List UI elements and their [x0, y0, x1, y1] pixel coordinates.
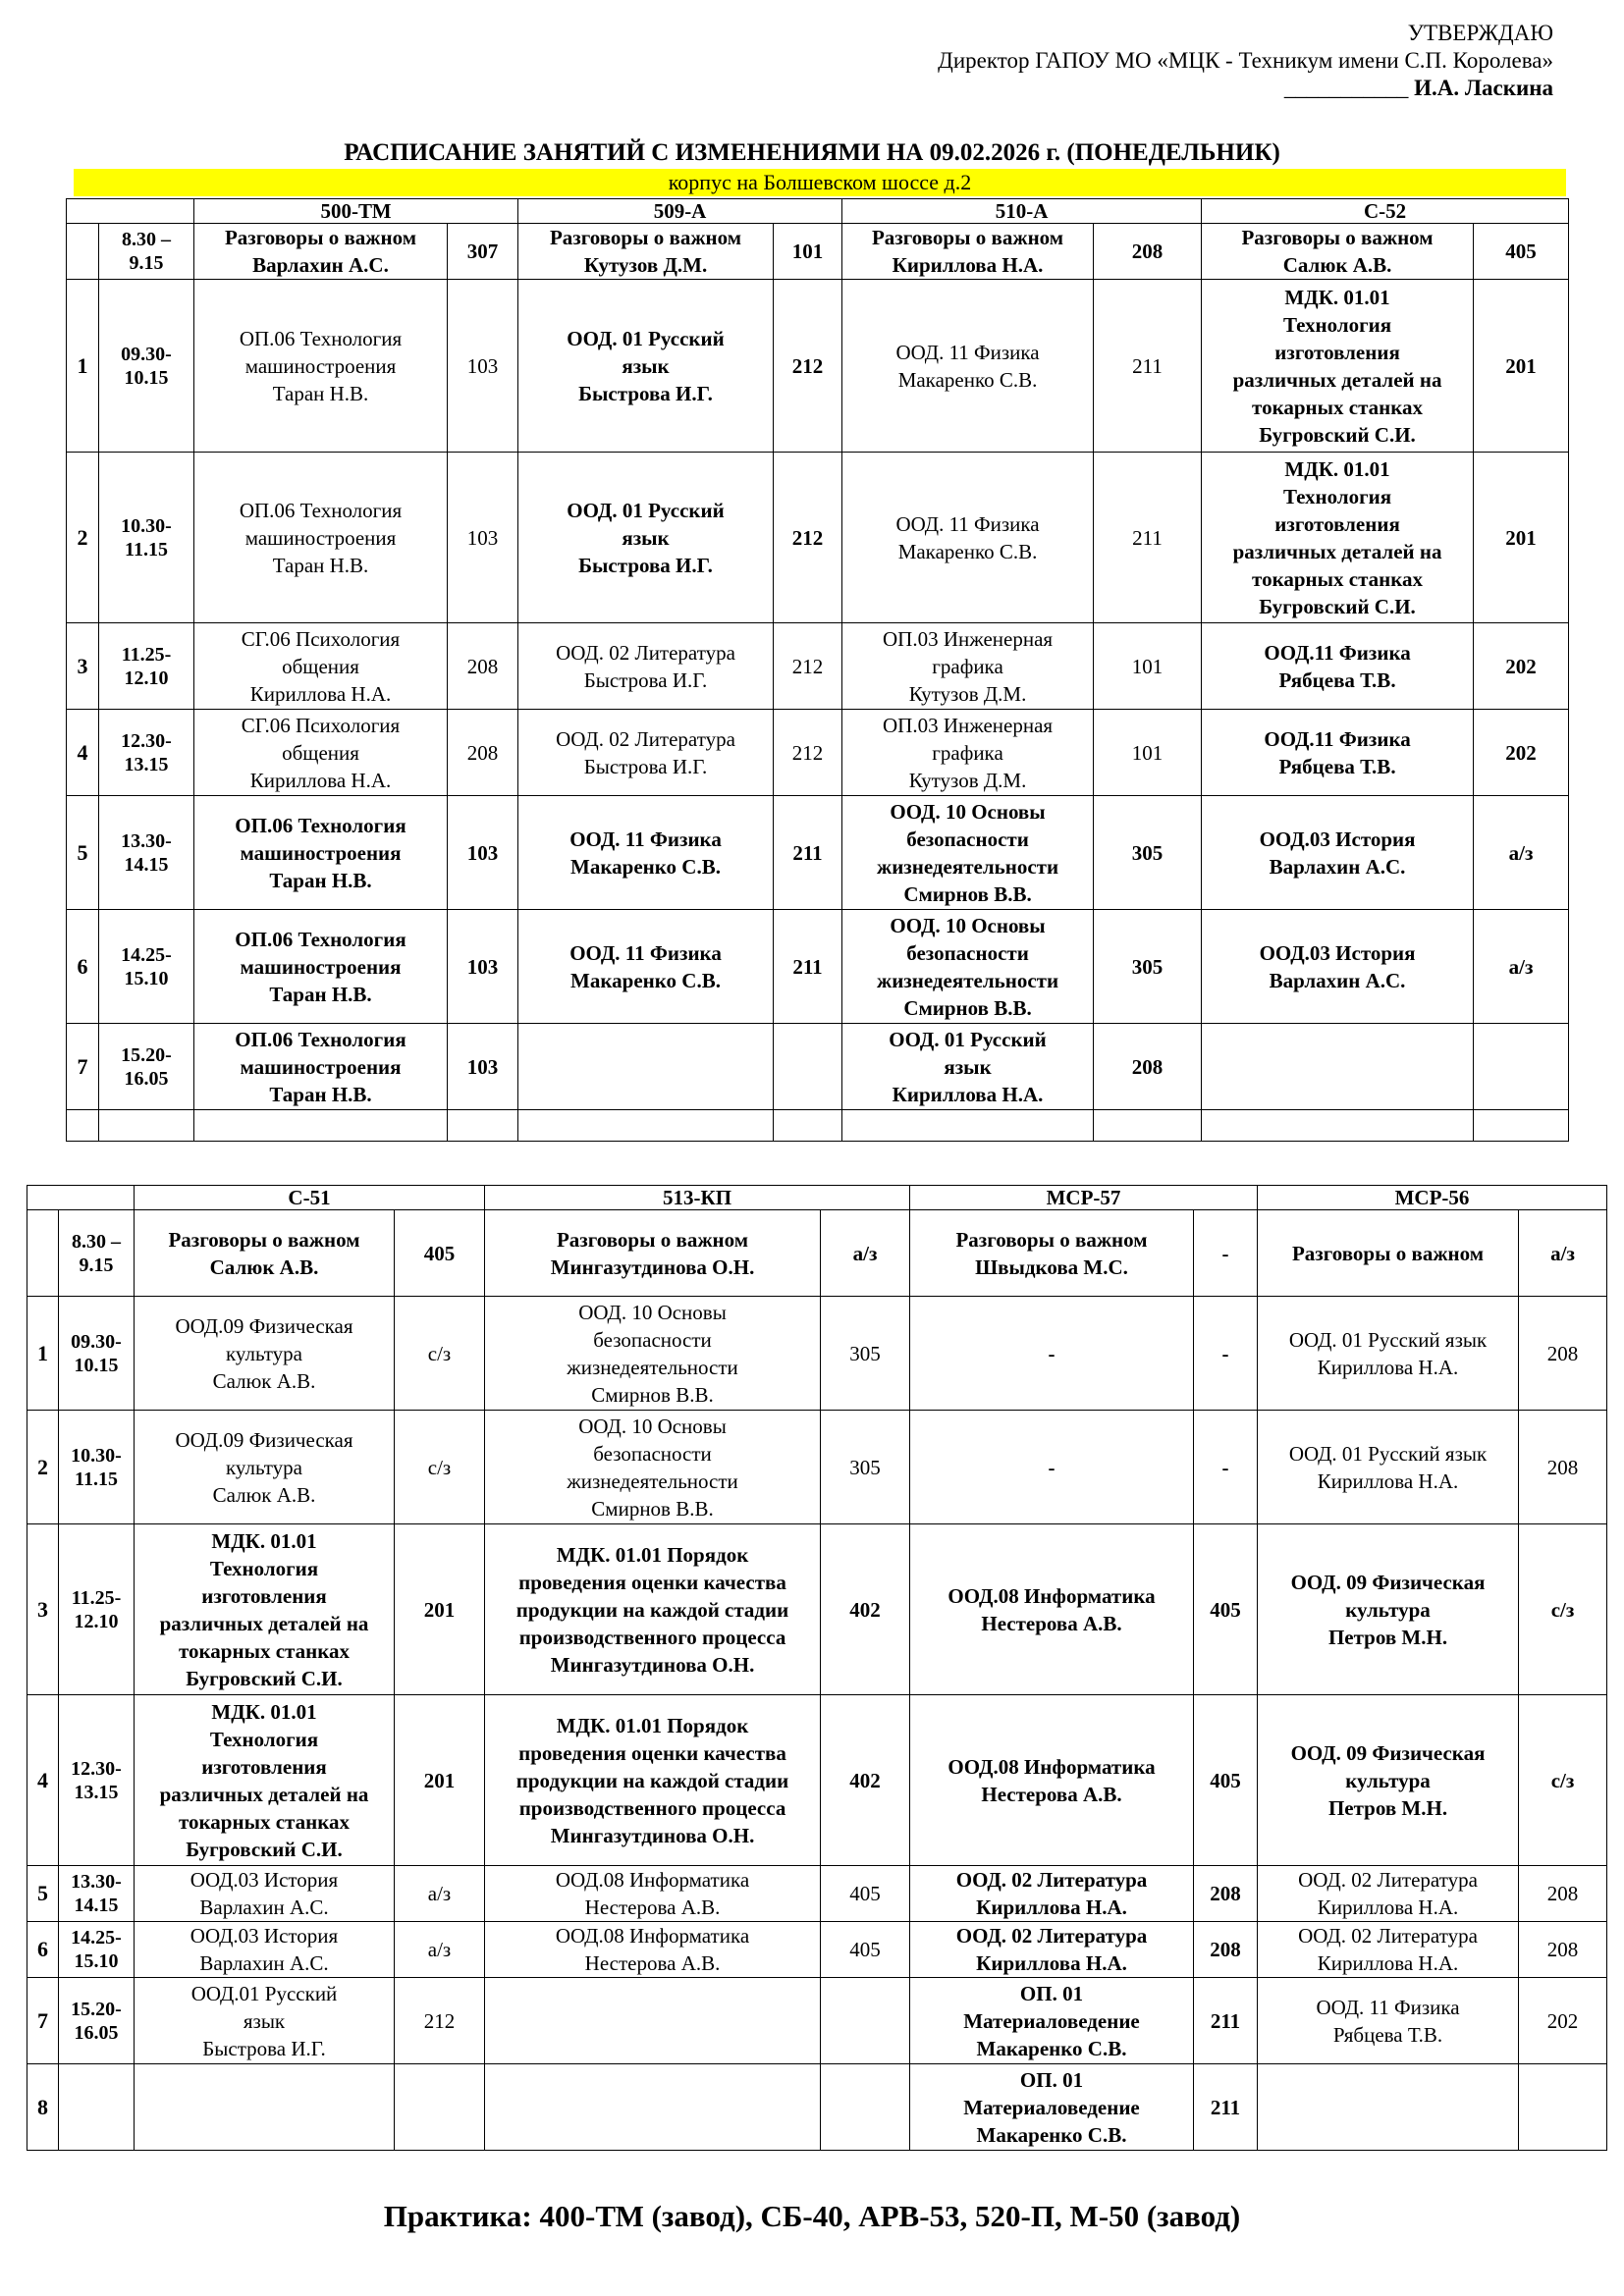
table-row: [67, 796, 1569, 910]
lesson-cell: ОП.03 Инженерная графика Кутузов Д.М.: [842, 623, 1094, 710]
lesson-cell: ООД. 01 Русский язык Кириллова Н.А.: [842, 1024, 1094, 1110]
room-cell: 305: [1094, 910, 1202, 1024]
table-row: [27, 1297, 1607, 1411]
lesson-time: 14.25- 15.10: [99, 910, 194, 1024]
lesson-cell: ОП.06 Технология машиностроения Таран Н.В.: [194, 280, 448, 453]
lesson-time: 10.30- 11.15: [59, 1411, 135, 1524]
lesson-time: 11.25- 12.10: [59, 1524, 135, 1695]
table-2-header: [27, 1186, 1607, 1210]
lesson-number: 1: [67, 280, 99, 453]
lesson-number: 3: [67, 623, 99, 710]
lesson-cell: Разговоры о важном Салюк А.В.: [135, 1210, 395, 1297]
room-cell: 101: [1094, 710, 1202, 796]
group-header: 513-КП: [485, 1186, 910, 1210]
lesson-cell: [518, 1110, 774, 1142]
lesson-cell: ООД. 10 Основы безопасности жизнедеятельности Смирнов В.В.: [485, 1297, 821, 1411]
room-cell: 103: [448, 796, 518, 910]
lesson-cell: ООД. 10 Основы безопасности жизнедеятельности Смирнов В.В.: [842, 796, 1094, 910]
lesson-cell: [842, 1110, 1094, 1142]
room-cell: 208: [1094, 224, 1202, 280]
lesson-cell: ООД.09 Физическая культура Салюк А.В.: [135, 1297, 395, 1411]
room-cell: 208: [1519, 1866, 1607, 1922]
lesson-cell: ОП.06 Технология машиностроения Таран Н.В.: [194, 796, 448, 910]
room-cell: 201: [395, 1524, 485, 1695]
lesson-number: [27, 1210, 59, 1297]
lesson-number: 5: [67, 796, 99, 910]
table-row: [27, 1210, 1607, 1297]
lesson-cell: МДК. 01.01 Порядок проведения оценки качества продукции на каждой стадии производственного процесса Мингазутдинова О.Н.: [485, 1524, 821, 1695]
lesson-time: [99, 1110, 194, 1142]
lesson-cell: ООД. 11 Физика Рябцева Т.В.: [1258, 1978, 1519, 2064]
room-cell: 201: [1474, 280, 1569, 453]
room-cell: 305: [1094, 796, 1202, 910]
room-cell: 211: [1094, 280, 1202, 453]
table-row: [67, 453, 1569, 623]
lesson-number: 5: [27, 1866, 59, 1922]
lesson-cell: ООД. 10 Основы безопасности жизнедеятельности Смирнов В.В.: [842, 910, 1094, 1024]
lesson-cell: ООД.08 Информатика Нестерова А.В.: [485, 1922, 821, 1978]
room-cell: 208: [1194, 1922, 1258, 1978]
group-header: МСР-57: [910, 1186, 1258, 1210]
room-cell: 208: [1519, 1411, 1607, 1524]
lesson-cell: МДК. 01.01 Технология изготовления различных деталей на токарных станках Бугровский С.И.: [1202, 280, 1474, 453]
room-cell: [821, 1978, 910, 2064]
signer-name: И.А. Ласкина: [1408, 76, 1553, 100]
lesson-cell: ООД.03 История Варлахин А.С.: [135, 1866, 395, 1922]
room-cell: [1519, 2064, 1607, 2151]
table-row: [67, 910, 1569, 1024]
room-cell: 211: [1094, 453, 1202, 623]
table-row: [27, 1922, 1607, 1978]
room-cell: -: [1194, 1210, 1258, 1297]
room-cell: 103: [448, 1024, 518, 1110]
lesson-cell: ООД. 11 Физика Макаренко С.В.: [842, 453, 1094, 623]
lesson-cell: ООД.03 История Варлахин А.С.: [1202, 910, 1474, 1024]
lesson-cell: ООД. 09 Физическая культура Петров М.Н.: [1258, 1695, 1519, 1866]
table-row: [27, 2064, 1607, 2151]
lesson-cell: ООД.03 История Варлахин А.С.: [1202, 796, 1474, 910]
lesson-cell: ООД. 01 Русский язык Кириллова Н.А.: [1258, 1411, 1519, 1524]
room-cell: 208: [448, 710, 518, 796]
lesson-cell: МДК. 01.01 Технология изготовления различных деталей на токарных станках Бугровский С.И.: [1202, 453, 1474, 623]
lesson-cell: СГ.06 Психология общения Кириллова Н.А.: [194, 710, 448, 796]
lesson-time: 8.30 – 9.15: [99, 224, 194, 280]
schedule-table-2: [27, 1185, 1607, 2151]
lesson-cell: МДК. 01.01 Порядок проведения оценки качества продукции на каждой стадии производственного процесса Мингазутдинова О.Н.: [485, 1695, 821, 1866]
lesson-cell: [485, 2064, 821, 2151]
room-cell: [774, 1024, 842, 1110]
room-cell: 101: [774, 224, 842, 280]
lesson-time: 13.30- 14.15: [99, 796, 194, 910]
lesson-cell: ОП.06 Технология машиностроения Таран Н.В.: [194, 1024, 448, 1110]
lesson-cell: ООД. 02 Литература Кириллова Н.А.: [910, 1922, 1194, 1978]
room-cell: 202: [1519, 1978, 1607, 2064]
group-header: МСР-56: [1258, 1186, 1607, 1210]
lesson-cell: ОП.03 Инженерная графика Кутузов Д.М.: [842, 710, 1094, 796]
practice-note: Практика: 400-ТМ (завод), СБ-40, АРВ-53, 520-П, М-50 (завод): [383, 2199, 1241, 2233]
lesson-cell: ООД. 10 Основы безопасности жизнедеятельности Смирнов В.В.: [485, 1411, 821, 1524]
approve-label: УТВЕРЖДАЮ: [1407, 21, 1553, 45]
room-cell: 405: [821, 1866, 910, 1922]
table-row: [67, 280, 1569, 453]
lesson-cell: ООД.11 Физика Рябцева Т.В.: [1202, 710, 1474, 796]
lesson-cell: ООД.09 Физическая культура Салюк А.В.: [135, 1411, 395, 1524]
room-cell: 208: [1519, 1922, 1607, 1978]
lesson-cell: Разговоры о важном Мингазутдинова О.Н.: [485, 1210, 821, 1297]
lesson-time: 11.25- 12.10: [99, 623, 194, 710]
lesson-number: 2: [67, 453, 99, 623]
room-cell: 208: [1194, 1866, 1258, 1922]
lesson-cell: ООД.01 Русский язык Быстрова И.Г.: [135, 1978, 395, 2064]
room-cell: 405: [1194, 1695, 1258, 1866]
table-1-header: [67, 199, 1569, 224]
lesson-cell: ООД.11 Физика Рябцева Т.В.: [1202, 623, 1474, 710]
room-cell: 202: [1474, 623, 1569, 710]
room-cell: 201: [1474, 453, 1569, 623]
lesson-cell: ООД. 02 Литература Кириллова Н.А.: [1258, 1922, 1519, 1978]
room-cell: а/з: [1474, 796, 1569, 910]
room-cell: 202: [1474, 710, 1569, 796]
building-banner: корпус на Болшевском шоссе д.2: [74, 169, 1566, 196]
room-cell: 212: [774, 623, 842, 710]
director-title: Директор ГАПОУ МО «МЦК - Техникум имени С.П. Королева»: [938, 48, 1553, 73]
table-row: [67, 623, 1569, 710]
signature-line: ___________: [1283, 76, 1409, 100]
room-cell: 201: [395, 1695, 485, 1866]
room-cell: 211: [1194, 1978, 1258, 2064]
room-cell: 305: [821, 1411, 910, 1524]
lesson-cell: ОП.06 Технология машиностроения Таран Н.В.: [194, 910, 448, 1024]
lesson-cell: ООД. 02 Литература Быстрова И.Г.: [518, 623, 774, 710]
lesson-time: 09.30- 10.15: [99, 280, 194, 453]
lesson-cell: ОП.06 Технология машиностроения Таран Н.В.: [194, 453, 448, 623]
lesson-number: 1: [27, 1297, 59, 1411]
lesson-cell: -: [910, 1297, 1194, 1411]
lesson-cell: ООД. 09 Физическая культура Петров М.Н.: [1258, 1524, 1519, 1695]
lesson-number: 3: [27, 1524, 59, 1695]
room-cell: а/з: [821, 1210, 910, 1297]
group-header: 500-ТМ: [194, 199, 518, 224]
lesson-number: 4: [27, 1695, 59, 1866]
table-row: [27, 1411, 1607, 1524]
room-cell: [1474, 1110, 1569, 1142]
room-cell: [1094, 1110, 1202, 1142]
lesson-time: 8.30 – 9.15: [59, 1210, 135, 1297]
lesson-cell: Разговоры о важном Варлахин А.С.: [194, 224, 448, 280]
room-cell: [395, 2064, 485, 2151]
lesson-cell: [194, 1110, 448, 1142]
room-cell: 208: [1519, 1297, 1607, 1411]
lesson-cell: -: [910, 1411, 1194, 1524]
lesson-cell: Разговоры о важном Кутузов Д.М.: [518, 224, 774, 280]
lesson-time: [59, 2064, 135, 2151]
approval-block: [938, 20, 1553, 102]
room-cell: 402: [821, 1695, 910, 1866]
table-row: [27, 1866, 1607, 1922]
group-header: 509-А: [518, 199, 842, 224]
lesson-cell: Разговоры о важном Швыдкова М.С.: [910, 1210, 1194, 1297]
lesson-cell: ООД. 11 Физика Макаренко С.В.: [518, 910, 774, 1024]
room-cell: 402: [821, 1524, 910, 1695]
lesson-cell: ООД. 02 Литература Быстрова И.Г.: [518, 710, 774, 796]
lesson-number: 4: [67, 710, 99, 796]
lesson-cell: ООД.08 Информатика Нестерова А.В.: [910, 1524, 1194, 1695]
table-row: [67, 710, 1569, 796]
lesson-time: 10.30- 11.15: [99, 453, 194, 623]
room-cell: а/з: [395, 1866, 485, 1922]
header-blank: [67, 199, 194, 224]
lesson-cell: МДК. 01.01 Технология изготовления различных деталей на токарных станках Бугровский С.И.: [135, 1524, 395, 1695]
table-row: [27, 1524, 1607, 1695]
lesson-cell: [485, 1978, 821, 2064]
lesson-cell: ООД.03 История Варлахин А.С.: [135, 1922, 395, 1978]
room-cell: с/з: [1519, 1524, 1607, 1695]
group-header: С-51: [135, 1186, 485, 1210]
header-blank: [27, 1186, 135, 1210]
lesson-cell: [1202, 1024, 1474, 1110]
room-cell: 212: [395, 1978, 485, 2064]
room-cell: 211: [1194, 2064, 1258, 2151]
lesson-time: 12.30- 13.15: [99, 710, 194, 796]
room-cell: 211: [774, 796, 842, 910]
room-cell: 307: [448, 224, 518, 280]
table-row: [67, 1024, 1569, 1110]
room-cell: -: [1194, 1411, 1258, 1524]
lesson-cell: [1258, 2064, 1519, 2151]
lesson-cell: ООД. 01 Русский язык Быстрова И.Г.: [518, 280, 774, 453]
lesson-number: 6: [27, 1922, 59, 1978]
lesson-time: 09.30- 10.15: [59, 1297, 135, 1411]
lesson-cell: ООД. 02 Литература Кириллова Н.А.: [910, 1866, 1194, 1922]
table-row: [27, 1695, 1607, 1866]
lesson-cell: Разговоры о важном Кириллова Н.А.: [842, 224, 1094, 280]
lesson-cell: ОП. 01 Материаловедение Макаренко С.В.: [910, 1978, 1194, 2064]
room-cell: а/з: [1519, 1210, 1607, 1297]
lesson-time: 12.30- 13.15: [59, 1695, 135, 1866]
room-cell: 305: [821, 1297, 910, 1411]
signature: [938, 75, 1553, 102]
lesson-cell: ООД. 01 Русский язык Быстрова И.Г.: [518, 453, 774, 623]
room-cell: 103: [448, 910, 518, 1024]
table-row: [27, 1978, 1607, 2064]
lesson-cell: СГ.06 Психология общения Кириллова Н.А.: [194, 623, 448, 710]
room-cell: -: [1194, 1297, 1258, 1411]
room-cell: 211: [774, 910, 842, 1024]
room-cell: [1474, 1024, 1569, 1110]
lesson-cell: ООД. 11 Физика Макаренко С.В.: [842, 280, 1094, 453]
room-cell: 405: [395, 1210, 485, 1297]
room-cell: 405: [1474, 224, 1569, 280]
lesson-time: 15.20- 16.05: [99, 1024, 194, 1110]
lesson-number: 8: [27, 2064, 59, 2151]
table-row: [67, 1110, 1569, 1142]
lesson-number: [67, 1110, 99, 1142]
room-cell: а/з: [1474, 910, 1569, 1024]
lesson-cell: ООД. 01 Русский язык Кириллова Н.А.: [1258, 1297, 1519, 1411]
room-cell: с/з: [395, 1297, 485, 1411]
lesson-number: 6: [67, 910, 99, 1024]
room-cell: а/з: [395, 1922, 485, 1978]
room-cell: 208: [448, 623, 518, 710]
lesson-cell: Разговоры о важном Салюк А.В.: [1202, 224, 1474, 280]
lesson-cell: ООД.08 Информатика Нестерова А.В.: [485, 1866, 821, 1922]
group-header: С-52: [1202, 199, 1569, 224]
lesson-cell: [518, 1024, 774, 1110]
room-cell: 212: [774, 710, 842, 796]
schedule-table-1: [66, 198, 1569, 1142]
room-cell: 103: [448, 280, 518, 453]
lesson-time: 13.30- 14.15: [59, 1866, 135, 1922]
lesson-time: 15.20- 16.05: [59, 1978, 135, 2064]
room-cell: 212: [774, 453, 842, 623]
lesson-cell: [135, 2064, 395, 2151]
lesson-cell: МДК. 01.01 Технология изготовления различных деталей на токарных станках Бугровский С.И.: [135, 1695, 395, 1866]
table-row: [67, 224, 1569, 280]
room-cell: 208: [1094, 1024, 1202, 1110]
lesson-cell: ООД.08 Информатика Нестерова А.В.: [910, 1695, 1194, 1866]
lesson-cell: ОП. 01 Материаловедение Макаренко С.В.: [910, 2064, 1194, 2151]
room-cell: 101: [1094, 623, 1202, 710]
room-cell: 212: [774, 280, 842, 453]
room-cell: [448, 1110, 518, 1142]
lesson-time: 14.25- 15.10: [59, 1922, 135, 1978]
lesson-number: 7: [27, 1978, 59, 2064]
room-cell: с/з: [395, 1411, 485, 1524]
lesson-cell: ООД. 02 Литература Кириллова Н.А.: [1258, 1866, 1519, 1922]
room-cell: 103: [448, 453, 518, 623]
lesson-number: 7: [67, 1024, 99, 1110]
room-cell: с/з: [1519, 1695, 1607, 1866]
room-cell: [821, 2064, 910, 2151]
room-cell: 405: [1194, 1524, 1258, 1695]
lesson-cell: ООД. 11 Физика Макаренко С.В.: [518, 796, 774, 910]
room-cell: 405: [821, 1922, 910, 1978]
room-cell: [774, 1110, 842, 1142]
lesson-cell: [1202, 1110, 1474, 1142]
lesson-cell: Разговоры о важном: [1258, 1210, 1519, 1297]
group-header: 510-А: [842, 199, 1202, 224]
lesson-number: 2: [27, 1411, 59, 1524]
schedule-title: РАСПИСАНИЕ ЗАНЯТИЙ С ИЗМЕНЕНИЯМИ НА 09.02.2026 г. (ПОНЕДЕЛЬНИК): [344, 139, 1280, 166]
lesson-number: [67, 224, 99, 280]
